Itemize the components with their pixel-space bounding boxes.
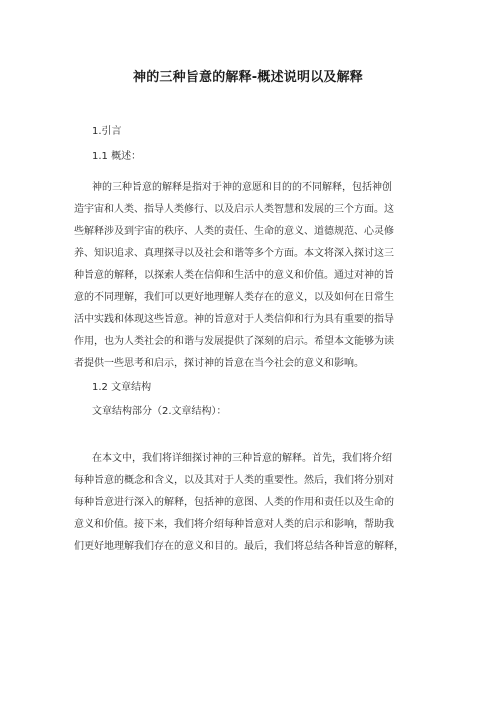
- overview-paragraph: [74, 177, 424, 375]
- paragraph-line: 种旨意的解释，以探索人类在信仰和生活中的意义和价值。通过对神的旨: [74, 270, 394, 281]
- paragraph-line: 神的三种旨意的解释是指对于神的意愿和目的的不同解释，包括神创: [92, 182, 392, 193]
- document-title: 神的三种旨意的解释-概述说明以及解释: [133, 70, 363, 85]
- paragraph-line: 活中实践和体现这些旨意。神的旨意对于人类信仰和行为具有重要的指导: [74, 314, 394, 325]
- section-heading-intro: 1.引言: [92, 126, 122, 137]
- structure-paragraph: [74, 448, 424, 558]
- paragraph-line: 意义和价值。接下来，我们将介绍每种旨意对人类的启示和影响，帮助我: [74, 519, 394, 530]
- paragraph-line: 养、知识追求、真理探寻以及社会和谐等多个方面。本文将深入探讨这三: [74, 248, 394, 259]
- paragraph-line: 意的不同理解，我们可以更好地理解人类存在的意义，以及如何在日常生: [74, 292, 394, 303]
- paragraph-line: 者提供一些思考和启示，探讨神的旨意在当今社会的意义和影响。: [74, 358, 364, 369]
- paragraph-line: 每种旨意的概念和含义，以及其对于人类的重要性。然后，我们将分别对: [74, 475, 394, 486]
- paragraph-line: 造宇宙和人类、指导人类修行、以及启示人类智慧和发展的三个方面。这: [74, 204, 394, 215]
- subsection-heading-structure: 1.2 文章结构: [92, 382, 152, 393]
- paragraph-line: 每种旨意进行深入的解释，包括神的意图、人类的作用和责任以及生命的: [74, 497, 394, 508]
- paragraph-line: 些解释涉及到宇宙的秩序、人类的责任、生命的意义、道德规范、心灵修: [74, 226, 394, 237]
- paragraph-line: 们更好地理解我们存在的意义和目的。最后，我们将总结各种旨意的解释，: [74, 541, 404, 552]
- paragraph-line: 作用，也为人类社会的和谐与发展提供了深刻的启示。希望本文能够为读: [74, 336, 394, 347]
- structure-intro-line: 文章结构部分（2.文章结构）：: [92, 406, 227, 417]
- paragraph-line: 在本文中，我们将详细探讨神的三种旨意的解释。首先，我们将介绍: [92, 453, 392, 464]
- subsection-heading-overview: 1.1 概述：: [92, 151, 142, 162]
